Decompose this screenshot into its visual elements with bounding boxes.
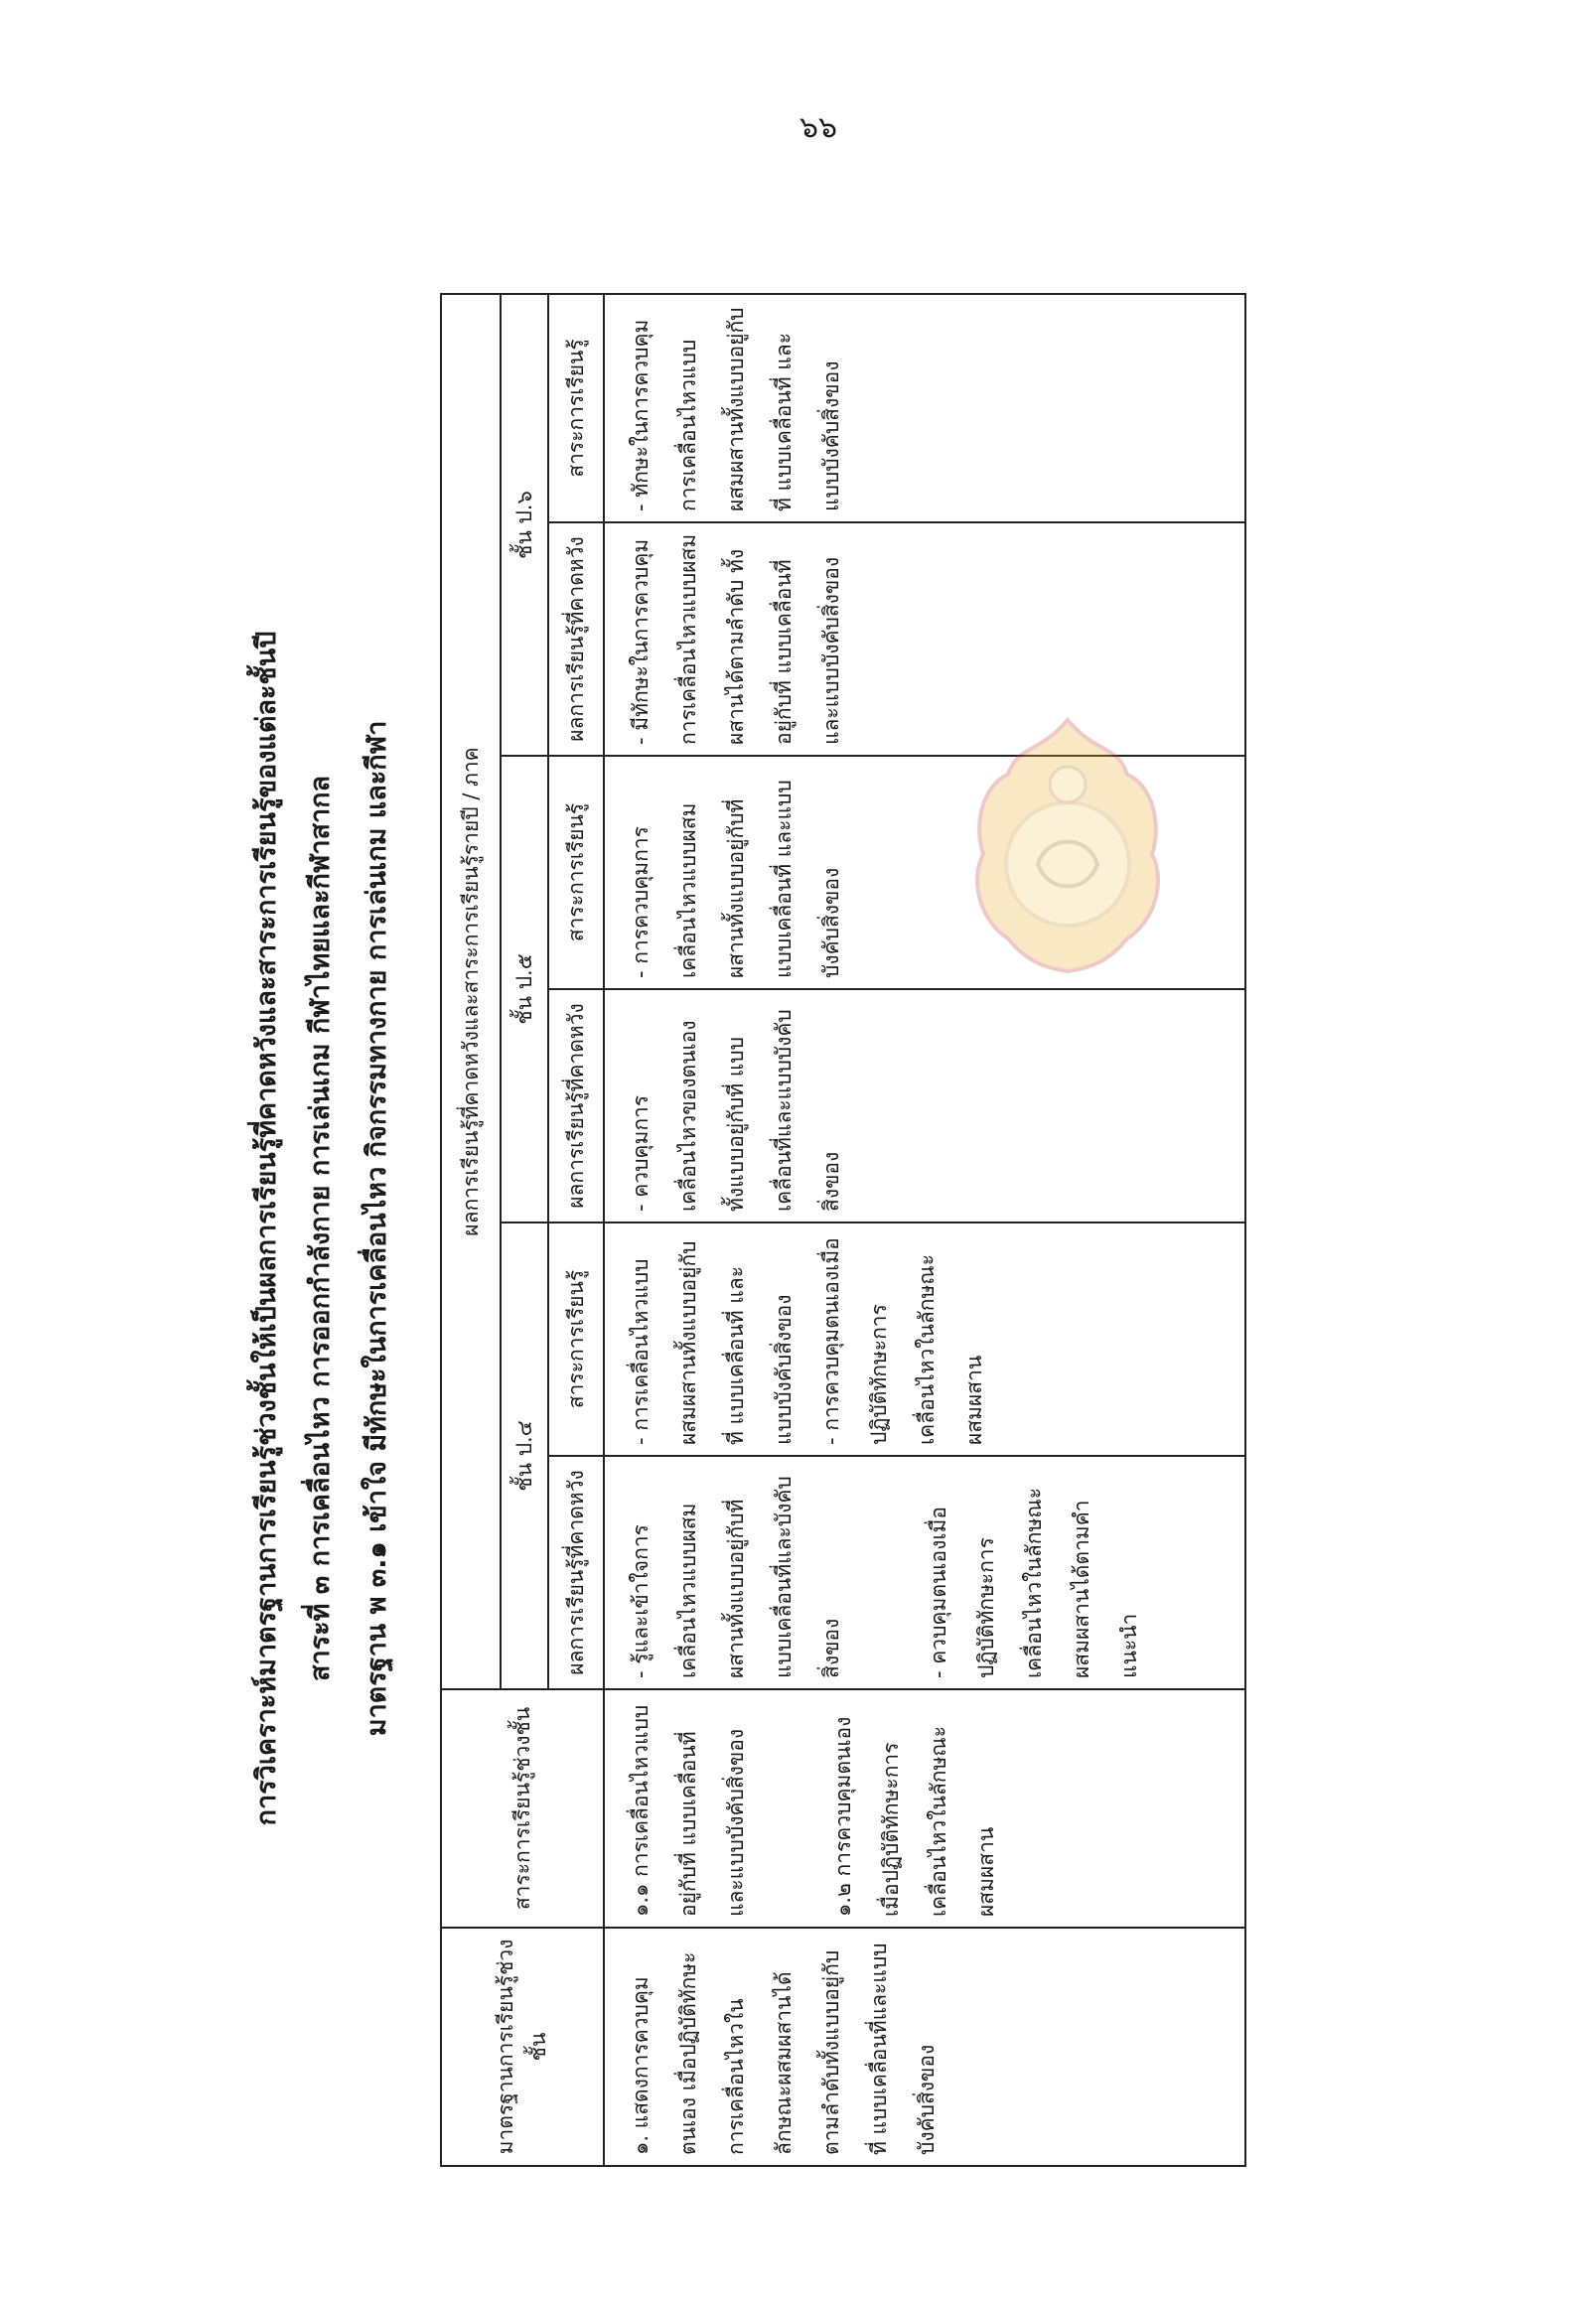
p6-expected: - มีทักษะในการควบคุมการเคลื่อนไหวแบบผสมผสานได้ตามลำดับ ทั้งอยู่กับที่ แบบเคลื่อนที่ และแบบบังคับสิ่งของ (629, 533, 843, 745)
p4-content-1: - การเคลื่อนไหวแบบผสมผสานทั้งแบบอยู่กับที่ แบบเคลื่อนที่ และแบบบังคับสิ่งของ (629, 1240, 796, 1445)
rotated-page-content (251, 290, 1344, 2167)
table-header-row (441, 294, 501, 2166)
standard-title: มาตรฐาน พ ๓.๑ เข้าใจ มีทักษะในการเคลื่อนไหว กิจกรรมทางกาย การเล่นเกม และกีฬา (361, 720, 392, 1737)
p5-expected: - ควบคุมการเคลื่อนไหวของตนเองทั้งแบบอยู่กับที่ แบบเคลื่อนที่และแบบบังคับสิ่งของ (629, 1009, 843, 1212)
analysis-table (440, 293, 1246, 2167)
content-item-2: ๑.๒ การควบคุมตนเองเมื่อปฏิบัติทักษะการเคลื่อนไหวในลักษณะผสมผสาน (831, 1716, 998, 1917)
header-p4-content: สาระการเรียนรู้ (548, 1223, 604, 1456)
p4-expected-2: - ควบคุมตนเองเมื่อปฏิบัติทักษะการเคลื่อนไหวในลักษณะผสมผสานได้ตามคำแนะนำ (927, 1487, 1141, 1678)
document-title: การวิเคราะห์มาตรฐานการเรียนรู้ช่วงชั้นให้เป็นผลการเรียนรู้ที่คาดหวังและสาระการเรียนรู้ของแต่ละชั้นปี (251, 631, 282, 1826)
header-p5-expected: ผลการเรียนรู้ที่คาดหวัง (548, 989, 604, 1223)
cell-p5-expected (604, 989, 1245, 1223)
standard-text: ๑. แสดงการควบคุมตนเอง เมื่อปฏิบัติทักษะการเคลื่อนไหวในลักษณะผสมผสานได้ตามลำดับทั้งแบบอยู่กับที่ แบบเคลื่อนที่และแบบบังคับสิ่งของ (629, 1943, 939, 2155)
header-group: ผลการเรียนรู้ที่คาดหวังและสาระการเรียนรู้รายปี / ภาค (441, 294, 501, 1689)
page-number: ๖๖ (799, 110, 838, 145)
p6-content: - ทักษะในการควบคุมการเคลื่อนไหวแบบผสมผสานทั้งแบบอยู่กับที่ แบบเคลื่อนที่ และแบบบังคับสิ่งของ (629, 307, 843, 511)
content-item-1: ๑.๑ การเคลื่อนไหวแบบอยู่กับที่ แบบเคลื่อนที่ และแบบบังคับสิ่งของ (629, 1704, 748, 1917)
header-p6-content: สาระการเรียนรู้ (548, 294, 604, 522)
header-p5-content: สาระการเรียนรู้ (548, 756, 604, 989)
header-grade-p4: ชั้น ป.๔ (501, 1223, 548, 1689)
cell-p4-expected (604, 1456, 1245, 1689)
header-p4-expected: ผลการเรียนรู้ที่คาดหวัง (548, 1456, 604, 1689)
header-standard: มาตรฐานการเรียนรู้ช่วงชั้น (441, 1928, 604, 2166)
table-row (604, 294, 1245, 2166)
cell-standard (604, 1928, 1245, 2166)
header-p6-expected: ผลการเรียนรู้ที่คาดหวัง (548, 522, 604, 756)
header-grade-p6: ชั้น ป.๖ (501, 294, 548, 756)
p5-content: - การควบคุมการเคลื่อนไหวแบบผสมผสานทั้งแบบอยู่กับที่ แบบเคลื่อนที่ และแบบบังคับสิ่งของ (629, 780, 843, 978)
header-content: สาระการเรียนรู้ช่วงชั้น (441, 1689, 604, 1928)
cell-p6-content (604, 294, 1245, 522)
p4-expected-1: - รู้และเข้าใจการเคลื่อนไหวแบบผสมผสานทั้งแบบอยู่กับที่ แบบเคลื่อนที่และบังคับสิ่งของ (629, 1476, 843, 1678)
document-titles (251, 290, 440, 2167)
obec-emblem-watermark (968, 715, 1167, 973)
cell-content (604, 1689, 1245, 1928)
strand-title: สาระที่ ๓ การเคลื่อนไหว การออกกำลังกาย การเล่นเกม กีฬาไทยและกีฬาสากล (305, 775, 337, 1682)
cell-p4-content (604, 1223, 1245, 1456)
p4-content-2: - การควบคุมตนเองเมื่อปฏิบัติทักษะการเคลื่อนไหวในลักษณะผสมผสาน (819, 1237, 986, 1445)
header-grade-p5: ชั้น ป.๕ (501, 756, 548, 1223)
